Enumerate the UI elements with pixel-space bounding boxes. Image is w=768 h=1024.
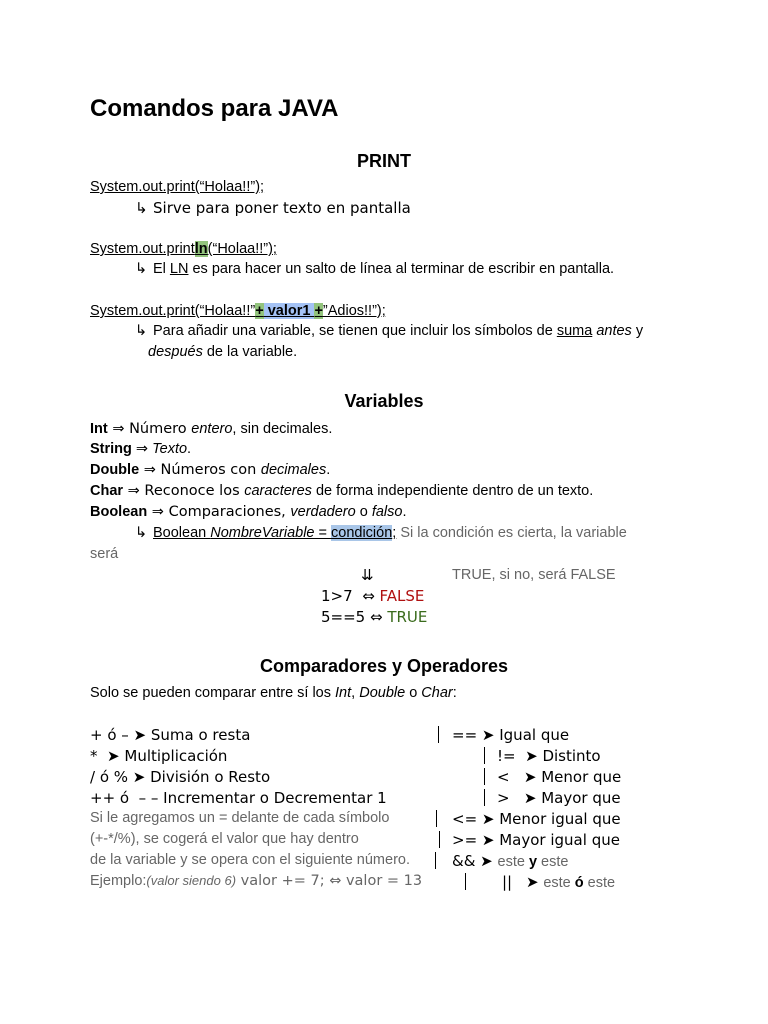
intro-int: Int bbox=[335, 685, 352, 701]
example-true bbox=[321, 608, 427, 626]
true-note: TRUE, si no, será FALSE bbox=[452, 567, 616, 583]
int-i: entero bbox=[191, 421, 233, 437]
page-title: Comandos para JAVA bbox=[90, 95, 339, 122]
op-mayor: > ➤ Mayor que bbox=[497, 789, 621, 807]
sub-condicion: condición bbox=[331, 525, 393, 541]
desc2-pre: El bbox=[153, 261, 170, 277]
dbl-b: . bbox=[326, 462, 331, 478]
column-separator bbox=[438, 726, 439, 743]
cmd3-plus-2: + bbox=[314, 303, 323, 319]
cmd2-post: (“Holaa!!”); bbox=[207, 241, 277, 257]
cmd3-a: System.out.print(“Holaa!!” bbox=[90, 303, 256, 319]
cmd3-plus-1: + bbox=[255, 303, 264, 319]
var-int bbox=[90, 421, 332, 437]
int-a: ⇒ Número bbox=[107, 421, 192, 437]
intro-double: Double bbox=[359, 685, 406, 701]
op-note-2: (+-*/%), se cogerá el valor que hay dentro bbox=[90, 831, 359, 847]
desc3-a: Para añadir una variable, se tienen que incluir los símbolos de bbox=[153, 323, 557, 339]
or-c: este bbox=[543, 875, 575, 891]
string-keyword: String bbox=[90, 441, 132, 457]
and-y: y bbox=[528, 854, 538, 870]
return-arrow-icon: ↳ bbox=[135, 323, 148, 339]
op-incrementar: ++ ó – – Incrementar o Decrementar 1 bbox=[90, 789, 387, 807]
ejemplo-b: valor += 7; ⇔ valor = 13 bbox=[236, 873, 423, 889]
intro-a: Solo se pueden comparar entre sí los bbox=[90, 685, 336, 701]
double-keyword: Double bbox=[90, 462, 140, 478]
desc2-ln: LN bbox=[169, 261, 189, 277]
or-o: ó bbox=[574, 875, 584, 891]
ejemplo-a: Ejemplo: bbox=[90, 873, 147, 889]
op-multiplicacion: * ➤ Multiplicación bbox=[90, 747, 228, 765]
variables-heading: Variables bbox=[344, 391, 424, 411]
ex2-true: TRUE bbox=[387, 608, 428, 626]
str-i: Texto bbox=[152, 441, 188, 457]
column-separator bbox=[484, 789, 485, 806]
boolean-keyword: Boolean bbox=[90, 504, 148, 520]
comparadores-intro bbox=[90, 685, 457, 701]
print-desc-2 bbox=[135, 261, 614, 277]
double-down-arrow-icon: ⇊ bbox=[361, 566, 374, 584]
boolean-syntax bbox=[153, 525, 396, 541]
ex1-a: 1>7 ⇔ bbox=[321, 587, 380, 605]
desc3-antes: antes bbox=[596, 323, 632, 339]
desc3-suma: suma bbox=[556, 323, 593, 339]
print-desc-3 bbox=[135, 323, 643, 339]
int-b: , sin decimales. bbox=[232, 421, 333, 437]
or-a: || bbox=[502, 873, 513, 891]
sub-b: = bbox=[314, 525, 332, 541]
return-arrow-icon: ↳ bbox=[135, 199, 148, 217]
column-separator bbox=[439, 831, 440, 848]
op-or-desc bbox=[526, 873, 615, 891]
return-arrow-icon: ↳ bbox=[135, 261, 148, 277]
op-note-3: de la variable y se opera con el siguiente número. bbox=[90, 852, 410, 868]
sub-a: Boolean bbox=[153, 525, 211, 541]
ex2-a: 5==5 ⇔ bbox=[321, 608, 388, 626]
intro-c: o bbox=[405, 685, 422, 701]
chr-a: ⇒ Reconoce los bbox=[123, 483, 245, 499]
op-igual: == ➤ Igual que bbox=[452, 726, 570, 744]
op-and bbox=[452, 852, 568, 870]
print-command-3 bbox=[90, 303, 386, 319]
op-or bbox=[502, 873, 512, 891]
sub-c: ; bbox=[392, 525, 397, 541]
and-d: este bbox=[537, 854, 569, 870]
print-desc-1-text: Sirve para poner texto en pantalla bbox=[153, 199, 411, 217]
bool-c: . bbox=[402, 504, 407, 520]
desc3-c: y bbox=[631, 323, 644, 339]
intro-d: : bbox=[452, 685, 457, 701]
boolean-example bbox=[135, 525, 627, 541]
column-separator bbox=[436, 810, 437, 827]
bool-a: ⇒ Comparaciones, bbox=[147, 504, 291, 520]
var-char bbox=[90, 483, 593, 499]
var-string bbox=[90, 441, 191, 457]
or-e: este bbox=[583, 875, 616, 891]
and-b: este bbox=[497, 854, 529, 870]
op-note-1: Si le agregamos un = delante de cada símbolo bbox=[90, 810, 390, 826]
print-command-1: System.out.print(“Holaa!!”); bbox=[90, 179, 265, 195]
op-distinto: != ➤ Distinto bbox=[497, 747, 601, 765]
print-command-2 bbox=[90, 241, 277, 257]
op-menor: < ➤ Menor que bbox=[497, 768, 622, 786]
column-separator bbox=[484, 747, 485, 764]
char-keyword: Char bbox=[90, 483, 124, 499]
str-a: ⇒ bbox=[131, 441, 153, 457]
cmd3-b: ”Adios!!”); bbox=[322, 303, 386, 319]
op-menor-igual: <= ➤ Menor igual que bbox=[452, 810, 621, 828]
desc3-despues: después bbox=[148, 344, 203, 360]
dbl-i: decimales bbox=[260, 462, 327, 478]
bool-i2: falso bbox=[371, 504, 403, 520]
dbl-a: ⇒ Números con bbox=[139, 462, 261, 478]
example-false bbox=[321, 587, 424, 605]
comparadores-heading: Comparadores y Operadores bbox=[259, 656, 509, 676]
intro-char: Char bbox=[421, 685, 453, 701]
op-mayor-igual: >= ➤ Mayor igual que bbox=[452, 831, 620, 849]
desc3-d: de la variable. bbox=[202, 344, 298, 360]
cmd2-ln-highlight: ln bbox=[194, 241, 208, 257]
cmd2-pre: System.out.print bbox=[90, 241, 195, 257]
or-b: ➤ bbox=[526, 873, 544, 891]
column-separator bbox=[435, 852, 436, 869]
str-b: . bbox=[187, 441, 192, 457]
intro-b: , bbox=[351, 685, 360, 701]
var-boolean bbox=[90, 504, 406, 520]
sub-gray: Si la condición es cierta, la variable bbox=[396, 525, 627, 541]
op-suma-resta: + ó – ➤ Suma o resta bbox=[90, 726, 251, 744]
sub-i: NombreVariable bbox=[210, 525, 315, 541]
bool-i1: verdadero bbox=[290, 504, 356, 520]
column-separator bbox=[484, 768, 485, 785]
sera-text: será bbox=[90, 546, 119, 562]
print-desc-1 bbox=[135, 199, 411, 217]
chr-i: caracteres bbox=[244, 483, 312, 499]
cmd3-variable: valor1 bbox=[263, 303, 315, 319]
and-a: && ➤ bbox=[452, 852, 498, 870]
print-heading: PRINT bbox=[357, 151, 411, 171]
bool-b: o bbox=[355, 504, 372, 520]
desc2-post: es para hacer un salto de línea al terminar de escribir en pantalla. bbox=[188, 261, 615, 277]
chr-b: de forma independiente dentro de un texto. bbox=[311, 483, 594, 499]
op-division-resto: / ó % ➤ División o Resto bbox=[90, 768, 271, 786]
var-double bbox=[90, 462, 330, 478]
int-keyword: Int bbox=[90, 421, 108, 437]
ejemplo-i: (valor siendo 6) bbox=[146, 873, 237, 888]
return-arrow-icon: ↳ bbox=[135, 525, 148, 541]
ex1-false: FALSE bbox=[379, 587, 425, 605]
op-ejemplo bbox=[90, 873, 422, 889]
print-desc-3-cont bbox=[148, 344, 297, 360]
column-separator bbox=[465, 873, 466, 890]
